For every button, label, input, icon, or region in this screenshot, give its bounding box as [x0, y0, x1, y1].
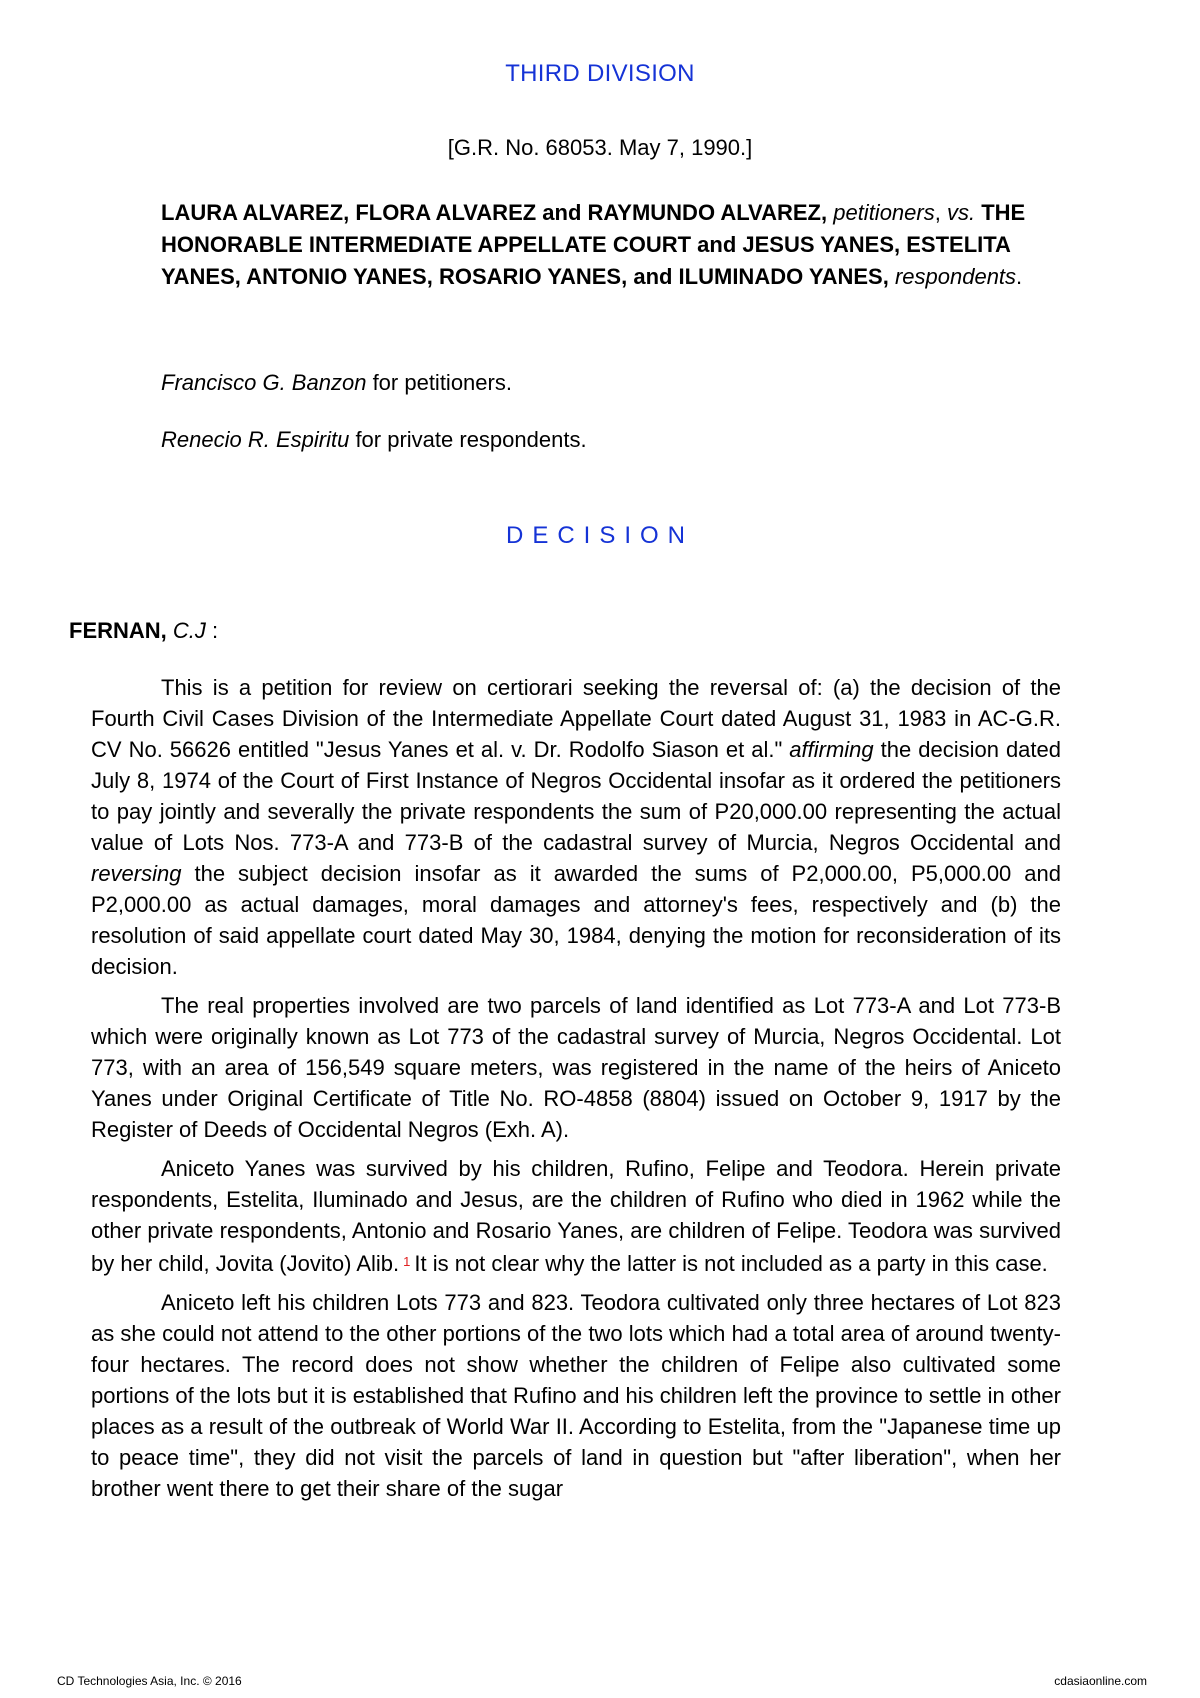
counsel-name: Renecio R. Espiritu	[161, 427, 350, 452]
paragraph-text: the decision dated July 8, 1974 of the Court of First Instance of Negros Occidental insofar as it ordered the petitioners to pay jointly and severally the private respondents the sum of P20,000.00 representing the actual value of Lots Nos. 773-A and 773-B of the cadastral survey of Murcia, Negros Occidental and	[91, 737, 1061, 855]
paragraph-text: This is a petition for review on certiorari seeking the reversal of: (a) the decision of the Fourth Civil Cases Division of the Intermediate Appellate Court dated August 31, 1983 in AC-G.R. CV No. 56626 entitled "Jesus Yanes et al. v. Dr. Rodolfo Siason et al."	[91, 675, 1061, 762]
case-caption: LAURA ALVAREZ, FLORA ALVAREZ and RAYMUNDO ALVAREZ, petitioners, vs. THE HONORABLE INTERMEDIATE APPELLATE COURT and JESUS YANES, ESTELITA YANES, ANTONIO YANES, ROSARIO YANES, and ILUMINADO YANES, respondents.	[161, 200, 1026, 289]
paragraph-3	[91, 1153, 1061, 1279]
ponente-title: C.J	[172, 618, 206, 643]
ponente: FERNAN, C.J :	[69, 618, 219, 643]
footnote-link[interactable]: 1	[403, 1254, 411, 1269]
footer-website: cdasiaonline.com	[1054, 1674, 1147, 1688]
paragraph-text: the subject decision insofar as it awarded the sums of P2,000.00, P5,000.00 and P2,000.00 as actual damages, moral damages and attorney's fees, respectively and (b) the resolution of said appellate court dated May 30, 1984, denying the motion for reconsideration of its decision.	[91, 861, 1061, 979]
decision-body	[91, 672, 1061, 1512]
counsel-role: for private respondents.	[355, 427, 587, 452]
paragraph-text: Aniceto Yanes was survived by his children, Rufino, Felipe and Teodora. Herein private respondents, Estelita, Iluminado and Jesus, are the children of Rufino who died in 1962 while the other private respondents, Antonio and Rosario Yanes, are children of Felipe. Teodora was survived by her child, Jovita (Jovito) Alib.	[91, 1156, 1061, 1276]
paragraph-4: Aniceto left his children Lots 773 and 823. Teodora cultivated only three hectares of Lot 823 as she could not attend to the other portions of the two lots which had a total area of around twenty-four hectares. The record does not show whether the children of Felipe also cultivated some portions of the lots but it is established that Rufino and his children left the province to settle in other places as a result of the outbreak of World War II. According to Estelita, from the "Japanese time up to peace time", they did not visit the parcels of land in question but "after liberation", when her brother went there to get their share of the sugar	[91, 1290, 1061, 1501]
case-number: [G.R. No. 68053. May 7, 1990.]	[447, 135, 753, 160]
petitioners-names: LAURA ALVAREZ, FLORA ALVAREZ and RAYMUNDO ALVAREZ,	[161, 200, 828, 225]
emphasis-affirming: affirming	[789, 737, 874, 762]
counsel-petitioners	[161, 370, 512, 396]
respondents-names: THE HONORABLE INTERMEDIATE APPELLATE COURT and JESUS YANES, ESTELITA YANES, ANTONIO YANES, ROSARIO YANES, and ILUMINADO YANES,	[161, 200, 1026, 289]
versus-label: vs.	[946, 200, 976, 225]
petitioners-label: petitioners	[833, 200, 935, 225]
respondents-label: respondents	[894, 264, 1017, 289]
division-heading: THIRD DIVISION	[505, 60, 695, 87]
counsel-name: Francisco G. Banzon	[161, 370, 367, 395]
counsel-role: for petitioners.	[372, 370, 512, 395]
paragraph-2: The real properties involved are two parcels of land identified as Lot 773-A and Lot 773-B which were originally known as Lot 773 of the cadastral survey of Murcia, Negros Occidental. Lot 773, with an area of 156,549 square meters, was registered in the name of the heirs of Aniceto Yanes under Original Certificate of Title No. RO-4858 (8804) issued on October 9, 1917 by the Register of Deeds of Occidental Negros (Exh. A).	[91, 993, 1061, 1142]
emphasis-reversing: reversing	[91, 861, 182, 886]
counsel-respondents	[161, 427, 587, 453]
paragraph-text: It is not clear why the latter is not included as a party in this case.	[414, 1251, 1048, 1276]
footer-copyright: CD Technologies Asia, Inc. © 2016	[57, 1674, 242, 1688]
decision-heading: DECISION	[505, 522, 694, 549]
paragraph-1	[91, 672, 1061, 982]
ponente-name: FERNAN,	[69, 618, 167, 643]
